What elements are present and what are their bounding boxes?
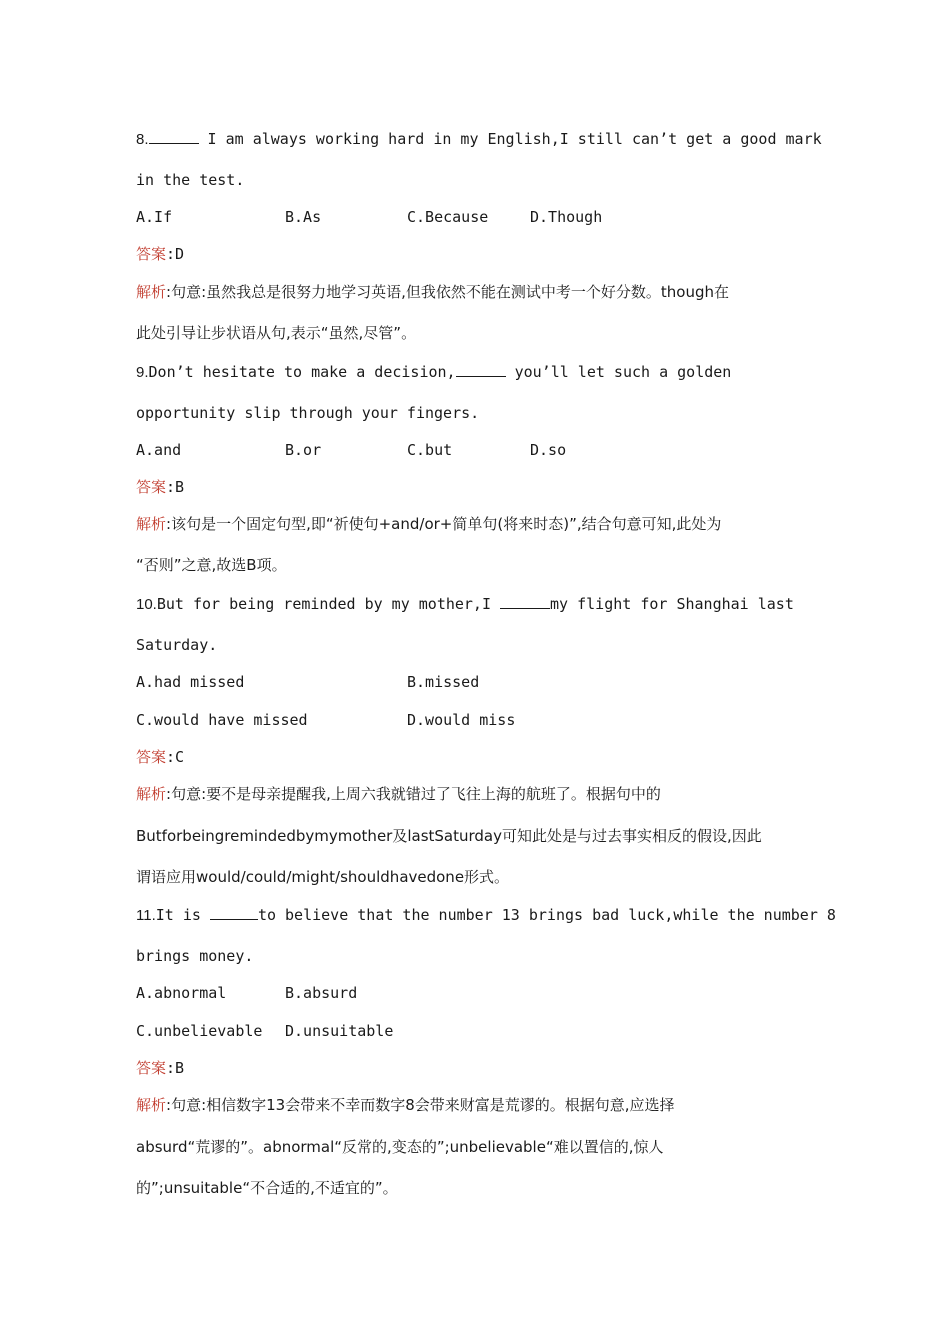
analysis-line <box>136 1094 675 1116</box>
stem-text: you’ll let such a golden <box>505 363 732 381</box>
answer-value: :D <box>166 245 185 263</box>
analysis-text: :该句是一个固定句型,即“祈使句+and/or+简单句(将来时态)”,结合句意可知,此处为 <box>166 515 722 533</box>
answer-value: :C <box>166 748 185 766</box>
analysis-line <box>136 281 729 303</box>
option-c: C.unbelievable <box>136 1022 263 1040</box>
answer-line <box>136 476 184 498</box>
option-d: D.unsuitable <box>285 1022 394 1040</box>
analysis-text: absurd“荒谬的”。abnormal“反常的,变态的”;unbelievable“难以置信的,惊人 <box>136 1138 664 1156</box>
analysis-text: Butforbeingremindedbymymother及lastSaturday可知此处是与过去事实相反的假设,因此 <box>136 827 762 845</box>
analysis-text: 的”;unsuitable“不合适的,不适宜的”。 <box>136 1179 398 1197</box>
question-stem <box>136 128 822 151</box>
stem-text: It is <box>155 906 210 924</box>
answer-value: :B <box>166 1059 185 1077</box>
question-number: 10. <box>136 596 157 613</box>
question-number: 9. <box>136 364 149 381</box>
answer-label: 答案 <box>136 245 167 263</box>
option-d: D.would miss <box>407 711 516 729</box>
stem-text: to believe that the number 13 brings bad luck,while the number 8 <box>257 906 836 924</box>
option-b: B.As <box>285 208 322 226</box>
stem-continuation: opportunity slip through your fingers. <box>136 404 480 422</box>
option-a: A.had missed <box>136 673 245 691</box>
option-c: C.would have missed <box>136 711 308 729</box>
answer-label: 答案 <box>136 748 167 766</box>
answer-blank <box>149 129 199 144</box>
option-c: C.but <box>407 441 453 459</box>
analysis-line <box>136 513 721 535</box>
option-b: B.absurd <box>285 984 358 1002</box>
analysis-text: :句意:虽然我总是很努力地学习英语,但我依然不能在测试中考一个好分数。though在 <box>166 283 729 301</box>
option-a: A.If <box>136 208 173 226</box>
stem-text: Don’t hesitate to make a decision, <box>148 363 456 381</box>
analysis-label: 解析 <box>136 515 167 533</box>
option-c: C.Because <box>407 208 489 226</box>
option-d: D.so <box>530 441 567 459</box>
option-a: A.abnormal <box>136 984 227 1002</box>
stem-continuation: brings money. <box>136 947 254 965</box>
analysis-label: 解析 <box>136 1096 167 1114</box>
analysis-line <box>136 783 661 805</box>
stem-text: I am always working hard in my English,I still can’t get a good mark <box>198 130 822 148</box>
option-b: B.missed <box>407 673 480 691</box>
stem-text: But for being reminded by my mother,I <box>156 595 501 613</box>
analysis-label: 解析 <box>136 785 167 803</box>
stem-continuation: in the test. <box>136 171 245 189</box>
question-number: 8. <box>136 131 149 148</box>
analysis-text: “否则”之意,故选B项。 <box>136 556 287 574</box>
analysis-text: 此处引导让步状语从句,表示“虽然,尽管”。 <box>136 324 417 342</box>
analysis-label: 解析 <box>136 283 167 301</box>
answer-value: :B <box>166 478 185 496</box>
answer-blank <box>210 905 258 920</box>
option-a: A.and <box>136 441 182 459</box>
answer-blank <box>456 362 506 377</box>
analysis-text: :句意:要不是母亲提醒我,上周六我就错过了飞往上海的航班了。根据句中的 <box>166 785 661 803</box>
stem-text: my flight for Shanghai last <box>550 595 794 613</box>
analysis-text: 谓语应用would/could/might/shouldhavedone形式。 <box>136 868 510 886</box>
stem-continuation: Saturday. <box>136 636 218 654</box>
question-stem <box>136 904 836 927</box>
answer-line <box>136 243 184 265</box>
analysis-text: :句意:相信数字13会带来不幸而数字8会带来财富是荒谬的。根据句意,应选择 <box>166 1096 675 1114</box>
option-b: B.or <box>285 441 322 459</box>
answer-label: 答案 <box>136 478 167 496</box>
answer-line <box>136 1057 184 1079</box>
answer-label: 答案 <box>136 1059 167 1077</box>
answer-blank <box>500 594 550 609</box>
answer-line <box>136 746 184 768</box>
option-d: D.Though <box>530 208 603 226</box>
question-number: 11. <box>136 907 156 924</box>
question-stem <box>136 361 731 384</box>
question-stem <box>136 593 794 616</box>
